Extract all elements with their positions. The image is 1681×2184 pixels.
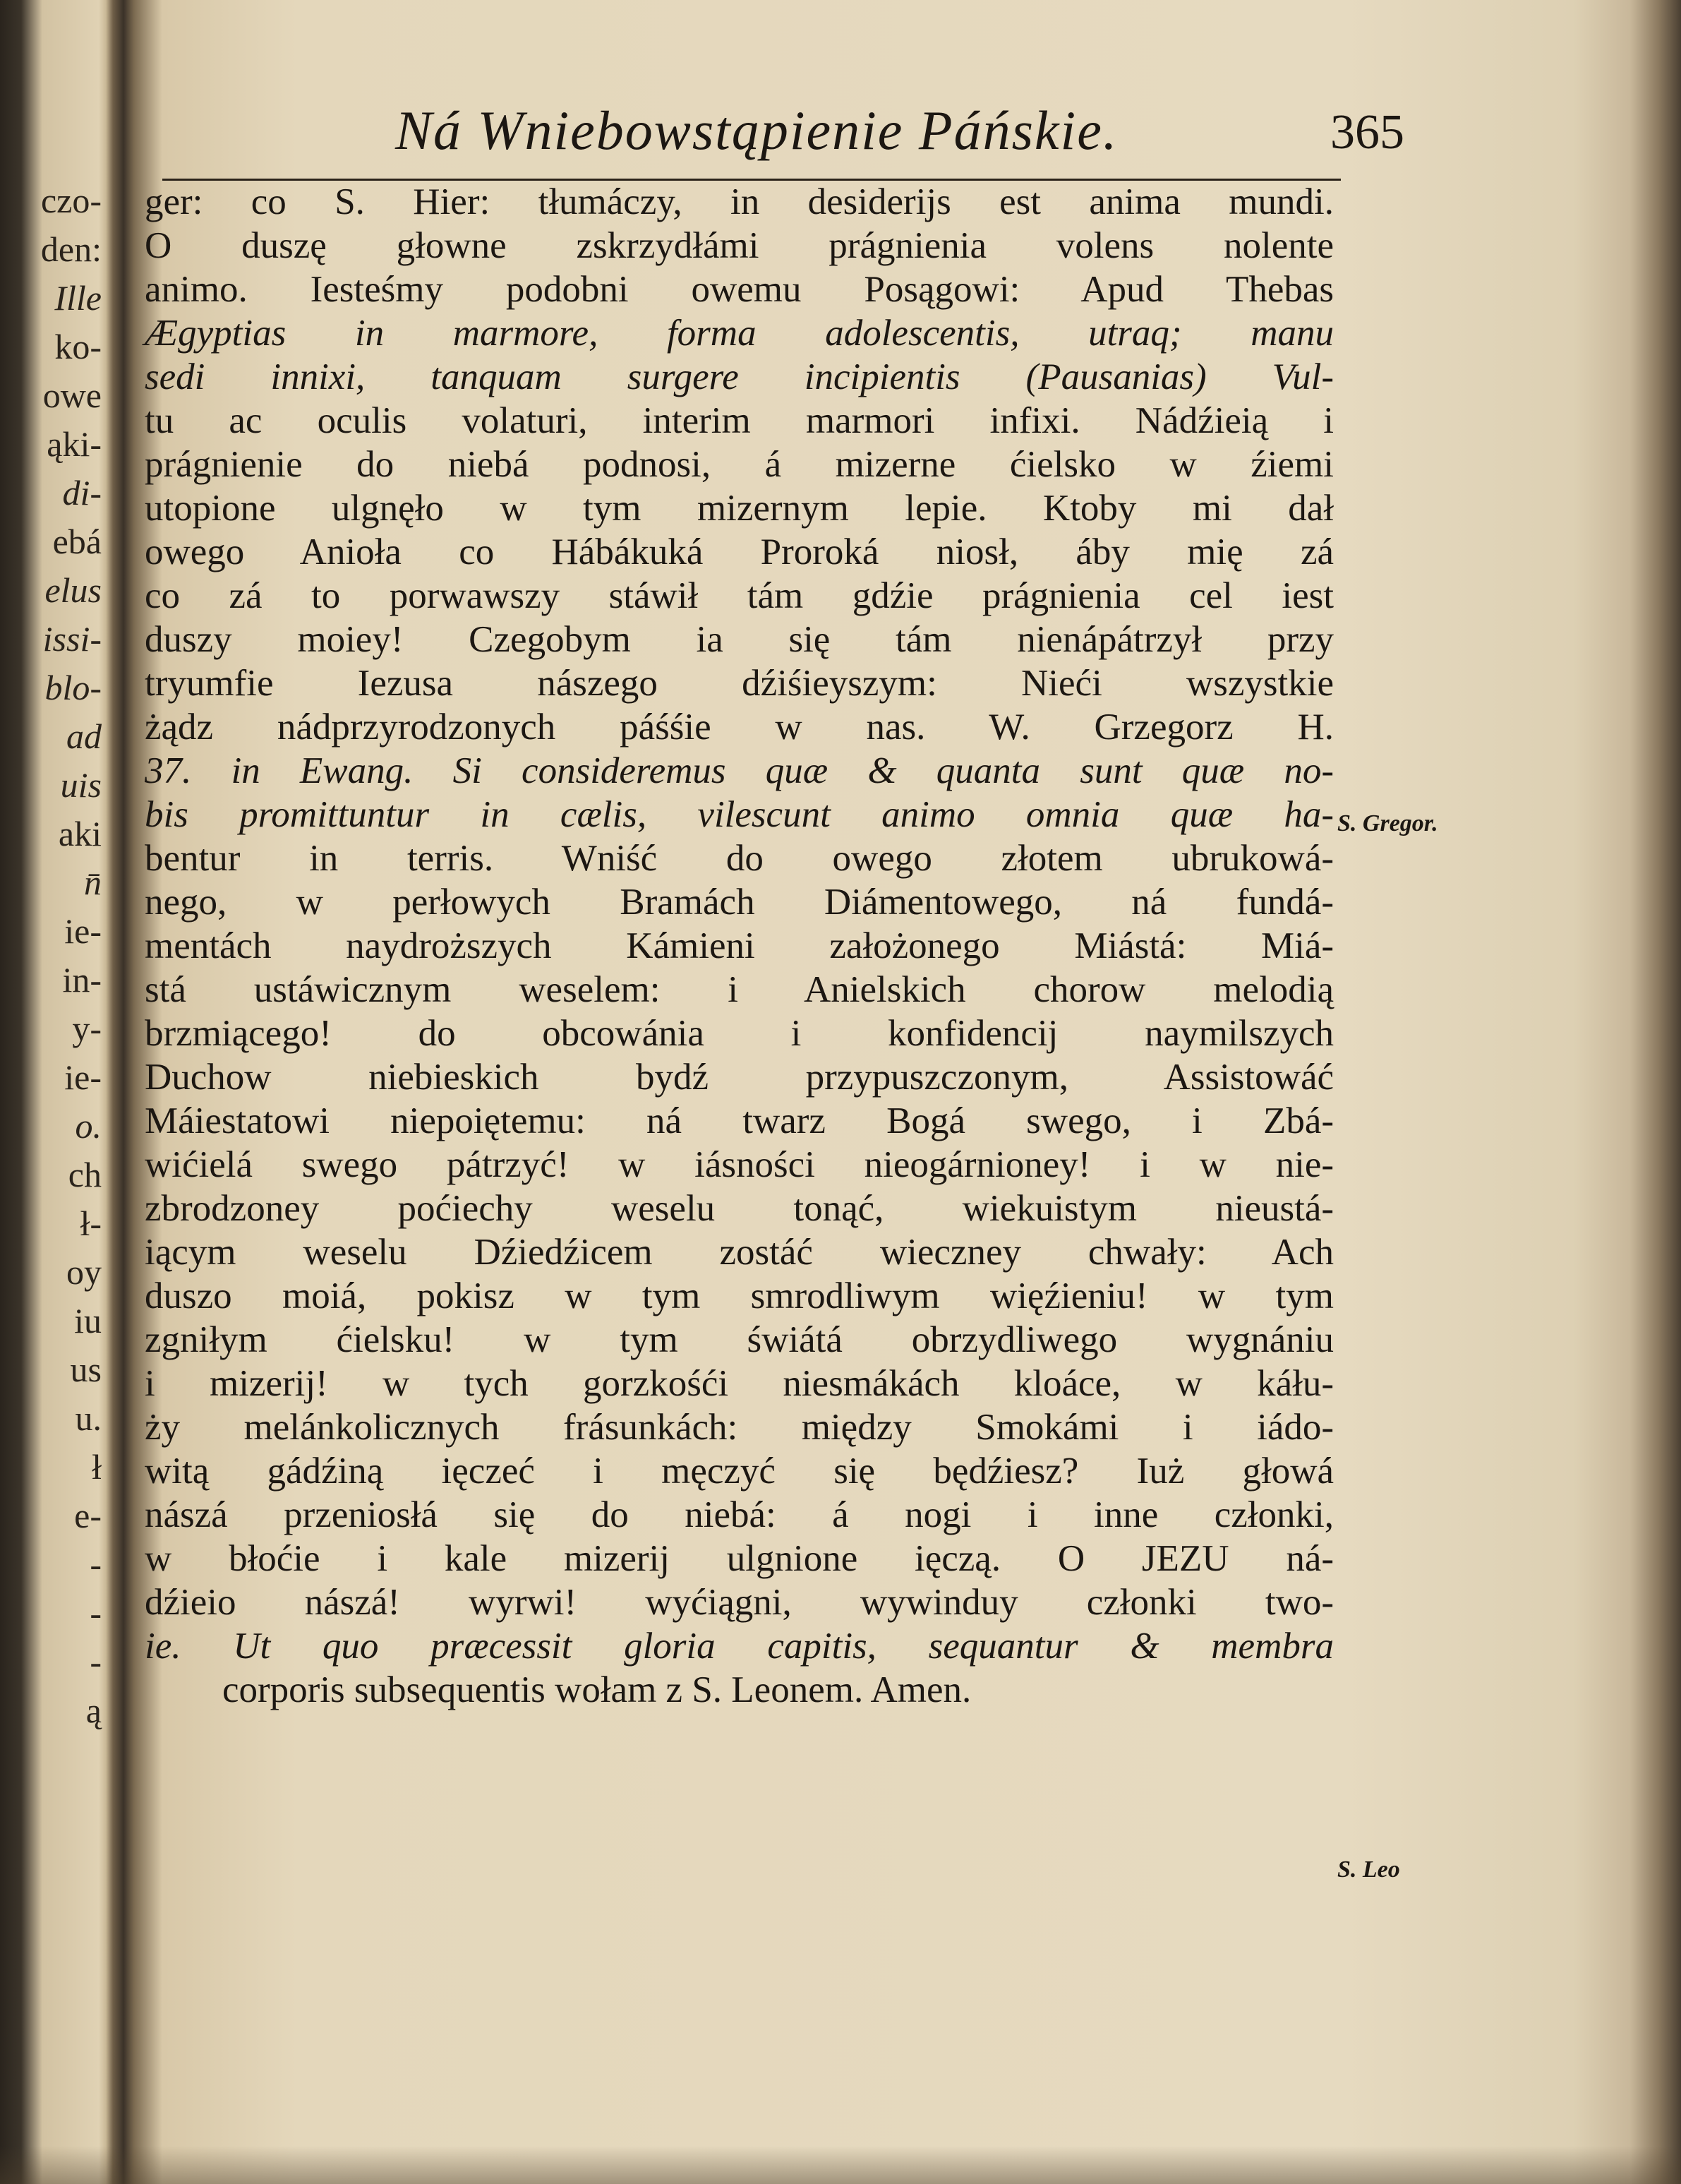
text-line: żądz nádprzyrodzonych páśśie w nas. W. Grzegorz H.: [145, 707, 1334, 748]
text-line: animo. Iesteśmy podobni owemu Posągowi: Apud Thebas: [145, 269, 1334, 310]
previous-page-fragment: in-: [62, 960, 102, 1000]
previous-page-fragment: ąki-: [47, 424, 102, 464]
previous-page-fragment: -: [90, 1593, 102, 1633]
previous-page-fragment: -: [90, 1642, 102, 1681]
previous-page-fragment: -: [90, 1544, 102, 1584]
previous-page-fragment: ł-: [80, 1204, 102, 1243]
margin-note-leo: S. Leo: [1337, 1856, 1400, 1883]
text-line: zgniłym ćielsku! w tym świátá obrzydliwego wygnániu: [145, 1319, 1334, 1360]
text-line: bis promittuntur in cælis, vilescunt animo omnia quæ ha-: [145, 794, 1334, 835]
text-line: utopione ulgnęło w tym mizernym lepie. Ktoby mi dał: [145, 488, 1334, 529]
text-line: zbrodzoney poćiechy weselu tonąć, wiekuistym nieustá-: [145, 1188, 1334, 1229]
text-line: ie. Ut quo præcessit gloria capitis, sequantur & membra: [145, 1626, 1334, 1667]
text-line: wićielá swego pátrzyć! w iásności nieogárnioney! i w nie-: [145, 1144, 1334, 1185]
previous-page-fragment: ebá: [52, 522, 102, 561]
text-line: Ægyptias in marmore, forma adolescentis, utraq; manu: [145, 313, 1334, 354]
text-line: tu ac oculis volaturi, interim marmori infixi. Nádźieią i: [145, 400, 1334, 441]
previous-page-fragment: uis: [60, 765, 102, 805]
previous-page-fragment: y-: [72, 1009, 102, 1048]
text-line: ger: co S. Hier: tłumáczy, in desiderijs est anima mundi.: [145, 181, 1334, 222]
previous-page-fragment: di-: [62, 473, 102, 512]
text-line: duszo moiá, pokisz w tym smrodliwym więźieniu! w tym: [145, 1276, 1334, 1316]
previous-page-fragment: aki: [58, 814, 102, 853]
previous-page-fragment: oy: [66, 1252, 102, 1292]
text-line: sedi innixi, tanquam surgere incipientis (Pausanias) Vul-: [145, 356, 1334, 397]
text-line: prágnienie do niebá podnosi, á mizerne ćielsko w źiemi: [145, 444, 1334, 485]
previous-page-fragment: ch: [68, 1155, 102, 1194]
previous-page-fragment: us: [70, 1350, 102, 1389]
previous-page-fragment: czo-: [40, 181, 102, 220]
previous-page-fragment: ł: [92, 1447, 102, 1487]
previous-page-fragment: e-: [74, 1496, 102, 1535]
text-line: tryumfie Iezusa nászego dźiśieyszym: Nieći wszystkie: [145, 663, 1334, 704]
text-line: bentur in terris. Wniść do owego złotem ubrukowá-: [145, 838, 1334, 879]
text-line: duszy moiey! Czegobym ia się tám nienápátrzył przy: [145, 619, 1334, 660]
text-line: dźieio nászá! wyrwi! wyćiągni, wywinduy członki two-: [145, 1582, 1334, 1623]
previous-page-column: [0, 176, 106, 2012]
text-line: mentách naydroższych Kámieni założonego Miástá: Miá-: [145, 925, 1334, 966]
previous-page-fragment: owe: [42, 376, 102, 415]
margin-note-gregor: S. Gregor.: [1337, 810, 1438, 836]
body-text: [145, 180, 1334, 1712]
previous-page-fragment: ad: [66, 716, 102, 756]
previous-page-fragment: ko-: [54, 327, 102, 366]
page-header: [148, 85, 1404, 169]
text-line: 37. in Ewang. Si consideremus quæ & quanta sunt quæ no-: [145, 750, 1334, 791]
previous-page-fragment: ie-: [64, 911, 102, 951]
previous-page-fragment: o.: [75, 1106, 102, 1146]
text-line: brzmiącego! do obcowánia i konfidencij naymilszych: [145, 1013, 1334, 1054]
previous-page-fragment: u.: [75, 1398, 102, 1438]
text-line: ży melánkolicznych frásunkách: między Smokámi i iádo-: [145, 1407, 1334, 1448]
page-number: 365: [1330, 105, 1404, 160]
previous-page-fragment: ie-: [64, 1057, 102, 1097]
text-line: iącym weselu Dźiedźicem zostáć wieczney chwały: Ach: [145, 1232, 1334, 1273]
previous-page-fragment: den:: [40, 229, 102, 269]
text-line: nászá przeniosłá się do niebá: á nogi i inne członki,: [145, 1494, 1334, 1535]
text-line: owego Anioła co Hábákuká Proroká niosł, áby mię zá: [145, 532, 1334, 572]
text-line: Máiestatowi niepoiętemu: ná twarz Bogá swego, i Zbá-: [145, 1100, 1334, 1141]
text-line: witą gádźiną ięczeć i męczyć się będźiesz? Iuż głowá: [145, 1451, 1334, 1492]
previous-page-fragment: blo-: [44, 668, 102, 707]
text-line: Duchow niebieskich bydź przypuszczonym, Assistowáć: [145, 1057, 1334, 1098]
running-title: Ná Wniebowstąpienie Páńskie.: [395, 100, 1119, 161]
text-line: corporis subsequentis wołam z S. Leonem. Amen.: [222, 1669, 972, 1710]
previous-page-fragment: n̄: [84, 863, 102, 902]
previous-page-fragment: Ille: [54, 278, 102, 318]
page-edge-shadow: [0, 2146, 1681, 2184]
text-line: i mizerij! w tych gorzkośći niesmákách kloáce, w káłu-: [145, 1363, 1334, 1404]
text-line: O duszę głowne zskrzydłámi prágnienia volens nolente: [145, 225, 1334, 266]
previous-page-fragment: iu: [74, 1301, 102, 1340]
previous-page-fragment: ą: [85, 1691, 102, 1730]
text-line: co zá to porwawszy stáwił tám gdźie prágnienia cel iest: [145, 575, 1334, 616]
previous-page-fragment: issi-: [42, 619, 102, 659]
text-line: w błoćie i kale mizerij ulgnione ięczą. O JEZU ná-: [145, 1538, 1334, 1579]
text-line: nego, w perłowych Bramách Diámentowego, ná fundá-: [145, 882, 1334, 923]
previous-page-fragment: elus: [44, 570, 102, 610]
text-line: stá ustáwicznym weselem: i Anielskich chorow melodią: [145, 969, 1334, 1010]
